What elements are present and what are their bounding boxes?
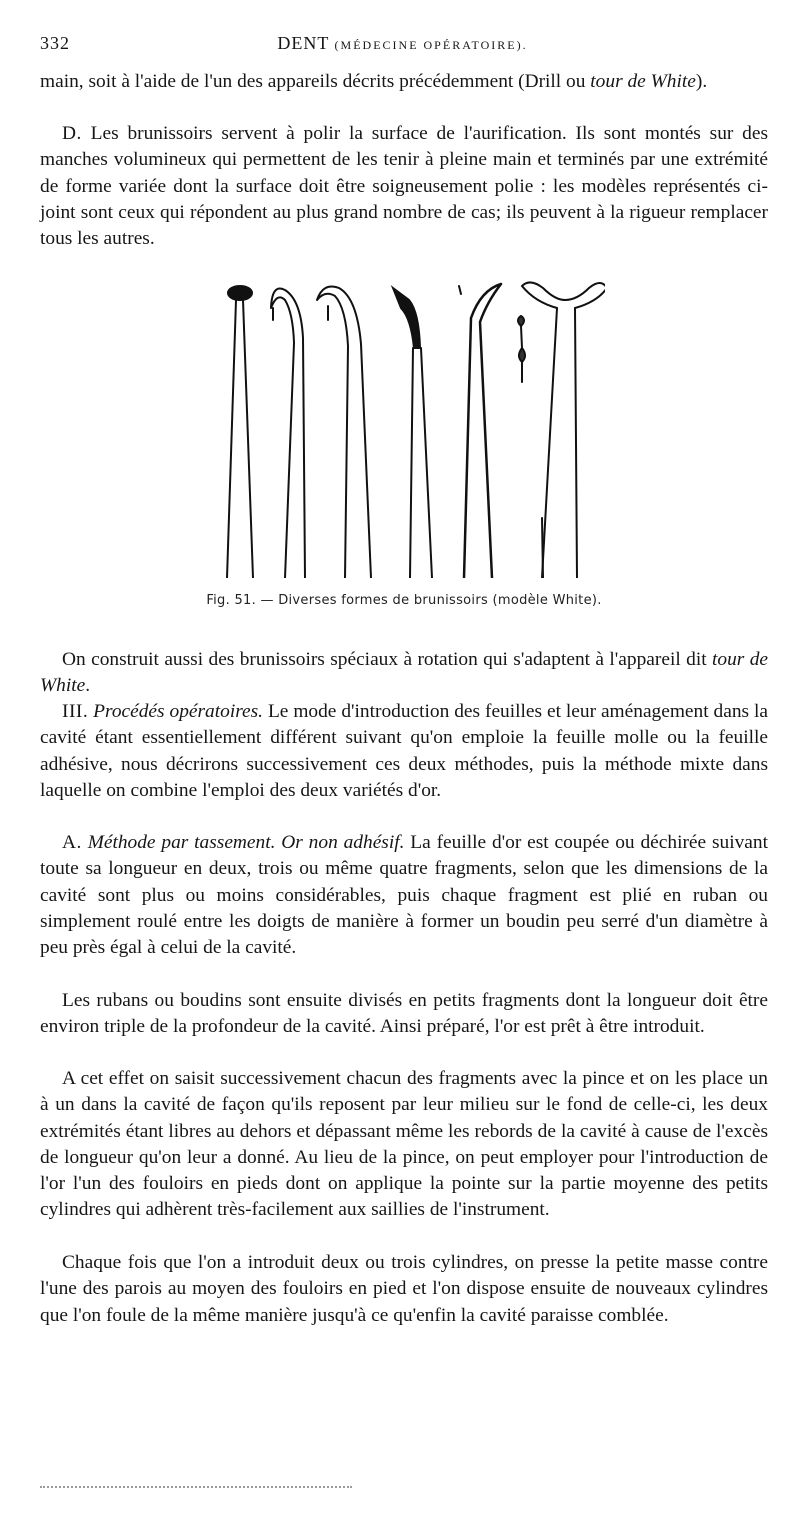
burnisher-4-head (393, 288, 420, 348)
page-title (40, 33, 765, 54)
burnisher-4-shaft-left (410, 348, 413, 578)
burnisher-oval-head (228, 286, 252, 300)
paragraph-continuation (40, 69, 768, 95)
page-number: 332 (40, 33, 70, 53)
text-run: Le mode d'introduction des feuilles et leur aménagement dans la cavité étant essentiellement différent suivant qu'on emploie la feuille molle ou la feuille adhésive, nous décrirons successivement ces deux méthodes, puis la méthode mixte dans laquelle on combine l'emploi des deux variétés d'or. (40, 701, 768, 801)
burnisher-7-shaft-mark (542, 518, 543, 578)
burnisher-3-outline (317, 287, 371, 579)
text-run: La feuille d'or est coupée ou déchirée suivant toute sa longueur en deux, trois ou même quatre fragments, selon que les dimensions de la cavité sont plus ou moins considérables, puis chaque fragment est plié en ruban ou simplement roulé entre les doigts de manière à former un boudin peu serré d'un diamètre à peu près égal à celui de la cavité. (40, 832, 768, 959)
text-run: Les brunissoirs servent à polir la surface de l'aurification. Ils sont montés sur des manches volumineux qui permettent de les tenir à pleine main et terminés par une extrémité de forme variée dont la surface doit être soigneusement polie : les modèles représentés ci-joint sont ceux qui répondent au plus grand nombre de cas; ils peuvent à la rigueur remplacer tous les autres. (40, 123, 768, 250)
section-label: D. (62, 123, 82, 144)
burnisher-5-outline (464, 284, 501, 578)
italic-heading: Méthode par tassement. Or non adhésif. (87, 832, 405, 853)
burnishers-illustration (205, 278, 605, 578)
title-main: DENT (277, 33, 330, 53)
section-label: A. (62, 832, 82, 853)
paragraph-effet: A cet effet on saisit successivement chacun des fragments avec la pince et on les place un à un dans la cavité de façon qu'ils reposent par leur milieu sur le fond de celle-ci, les deux extrémités étant libres au dehors et dépassant même les rebords de la cavité à cause de l'excès de longueur qu'on leur a donné. Au lieu de la pince, on peut employer pour l'introduction de l'or l'un des fouloirs en pieds dont on applique la pointe sur la partie moyenne des petits cylindres qui adhèrent très-facilement aux saillies de l'instrument. (40, 1068, 768, 1221)
paragraph-brunissoirs (40, 121, 768, 252)
burnisher-4-shaft-right (421, 348, 432, 578)
burnisher-1-shaft-left (227, 300, 236, 578)
italic-term: tour de White (590, 71, 696, 92)
text-run: main, soit à l'aide de l'un des appareils décrits précédemment (Drill ou (40, 71, 591, 92)
paragraph-rubans: Les rubans ou boudins sont ensuite divisés en petits fragments dont la longueur doit être environ triple de la profondeur de la cavité. Ainsi préparé, l'or est prêt à être introduit. (40, 990, 768, 1038)
text-run: ). (695, 71, 708, 92)
burnisher-2-outline (271, 288, 305, 578)
burnisher-6-bulb (518, 316, 525, 362)
italic-term: tour de White (40, 649, 768, 697)
paragraph-rotation (40, 647, 768, 700)
italic-heading: Procédés opératoires. (93, 701, 264, 722)
figure-burnishers (205, 278, 605, 578)
title-subtitle: (MÉDECINE OPÉRATOIRE). (334, 38, 528, 52)
burnisher-7-outline (522, 282, 605, 578)
burnisher-5-tip (459, 286, 461, 294)
footer-rule (40, 1486, 352, 1488)
running-header (40, 33, 765, 55)
section-label: III. (62, 701, 89, 722)
burnisher-1-shaft-right (243, 300, 253, 578)
paragraph-chaque-fois: Chaque fois que l'on a introduit deux ou trois cylindres, on presse la petite masse contre l'une des parois au moyen des fouloirs en pied et l'on dispose ensuite de nouveaux cylindres que l'on foule de la même manière jusqu'à ce qu'enfin la cavité paraisse comblée. (40, 1252, 768, 1326)
paragraph-procedes (40, 699, 768, 804)
figure-caption: Fig. 51. — Diverses formes de brunissoirs (modèle White). (206, 593, 602, 608)
text-run: On construit aussi des brunissoirs spéciaux à rotation qui s'adaptent à l'appareil dit (62, 649, 712, 670)
paragraph-methode (40, 830, 768, 961)
text-run: . (85, 675, 91, 697)
